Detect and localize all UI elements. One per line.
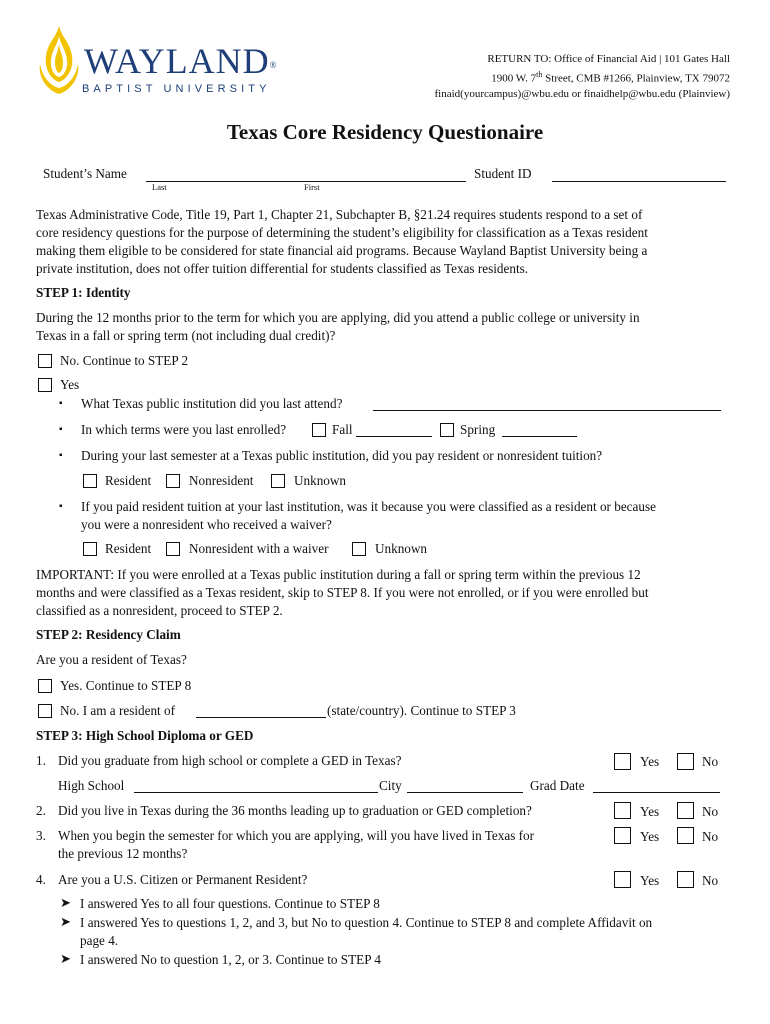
terms-question: In which terms were you last enrolled? bbox=[81, 422, 287, 437]
tuition-nonresident-label: Nonresident bbox=[189, 473, 254, 488]
q3-yes-checkbox[interactable] bbox=[614, 827, 631, 844]
q2-no-label: No bbox=[702, 804, 719, 819]
tuition-nonresident-checkbox[interactable] bbox=[166, 474, 180, 488]
step1-question bbox=[36, 309, 736, 345]
spring-year-field[interactable] bbox=[502, 422, 577, 437]
outcome-3: I answered No to question 1, 2, or 3. Continue to STEP 4 bbox=[80, 952, 381, 967]
institution-question: What Texas public institution did you last attend? bbox=[81, 396, 343, 411]
intro-line: making them eligible to be considered for state financial aid programs. Because Wayland Baptist University being a bbox=[36, 243, 648, 258]
spring-label: Spring bbox=[460, 422, 496, 437]
return-line-1: RETURN TO: Office of Financial Aid | 101 Gates Hall bbox=[487, 53, 730, 65]
first-caption: First bbox=[304, 182, 320, 192]
university-logo bbox=[36, 24, 286, 98]
state-country-field[interactable] bbox=[196, 703, 326, 718]
page-title: Texas Core Residency Questionaire bbox=[226, 120, 544, 144]
flame-icon bbox=[36, 24, 82, 96]
bullet: ▪ bbox=[59, 501, 63, 512]
institution-field[interactable] bbox=[373, 396, 721, 411]
q1-no-label: No bbox=[702, 754, 719, 769]
step1-yes-label: Yes bbox=[60, 377, 80, 392]
arrow-bullet-icon: ➤ bbox=[60, 951, 71, 966]
intro-paragraph bbox=[36, 206, 736, 278]
student-name-label: Student’s Name bbox=[43, 166, 127, 181]
last-caption: Last bbox=[152, 182, 167, 192]
q1-no-checkbox[interactable] bbox=[677, 753, 694, 770]
intro-line: core residency questions for the purpose of determining the student’s eligibility for classification as a Texas resident bbox=[36, 225, 648, 240]
q2-yes-label: Yes bbox=[640, 804, 660, 819]
step2-no-label: No. I am a resident of bbox=[60, 703, 175, 718]
tuition-unknown-checkbox[interactable] bbox=[271, 474, 285, 488]
q4-number: 4. bbox=[36, 872, 46, 887]
q3-yes-label: Yes bbox=[640, 829, 660, 844]
intro-line: Texas Administrative Code, Title 19, Part 1, Chapter 21, Subchapter B, §21.24 requires students respond to a set of bbox=[36, 207, 643, 222]
city-label: City bbox=[379, 778, 402, 793]
bullet: ▪ bbox=[59, 398, 63, 409]
bullet: ▪ bbox=[59, 424, 63, 435]
high-school-label: High School bbox=[58, 778, 125, 793]
q4-no-checkbox[interactable] bbox=[677, 871, 694, 888]
q2-text: Did you live in Texas during the 36 months leading up to graduation or GED completion? bbox=[58, 803, 532, 818]
tuition-resident-label: Resident bbox=[105, 473, 152, 488]
q3-line: When you begin the semester for which you are applying, will you have lived in Texas for bbox=[58, 828, 535, 843]
q2-yes-checkbox[interactable] bbox=[614, 802, 631, 819]
reason-unknown-label: Unknown bbox=[375, 541, 428, 556]
step1-no-checkbox[interactable] bbox=[38, 354, 52, 368]
intro-line: private institution, does not offer tuition differential for students classified as Texas residents. bbox=[36, 261, 529, 276]
student-name-field[interactable] bbox=[146, 166, 466, 182]
return-line-2: 1900 W. 7th Street, CMB #1266, Plainview, TX 79072 bbox=[491, 70, 730, 85]
step1-heading: STEP 1: Identity bbox=[36, 285, 131, 300]
q1-text: Did you graduate from high school or complete a GED in Texas? bbox=[58, 753, 402, 768]
q3-no-checkbox[interactable] bbox=[677, 827, 694, 844]
outcome-2: I answered Yes to questions 1, 2, and 3, but No to question 4. Continue to STEP 8 and complete Affidavit on bbox=[80, 915, 653, 930]
step2-heading: STEP 2: Residency Claim bbox=[36, 627, 181, 642]
q2-number: 2. bbox=[36, 803, 46, 818]
return-line-3: finaid(yourcampus)@wbu.edu or finaidhelp@wbu.edu (Plainview) bbox=[434, 87, 730, 100]
tuition-question: During your last semester at a Texas public institution, did you pay resident or nonresident tuition? bbox=[81, 448, 603, 463]
return-address bbox=[370, 52, 730, 102]
tuition-resident-checkbox[interactable] bbox=[83, 474, 97, 488]
fall-label: Fall bbox=[332, 422, 353, 437]
step1-question-line: During the 12 months prior to the term for which you are applying, did you attend a public college or university in bbox=[36, 310, 640, 325]
q4-text: Are you a U.S. Citizen or Permanent Resident? bbox=[58, 872, 308, 887]
fall-year-field[interactable] bbox=[356, 422, 432, 437]
important-line: months and were classified as a Texas resident, skip to STEP 8. If you were not enrolled, or if you were enrolled but bbox=[36, 585, 649, 600]
grad-date-label: Grad Date bbox=[530, 778, 585, 793]
step2-no-checkbox[interactable] bbox=[38, 704, 52, 718]
step3-heading: STEP 3: High School Diploma or GED bbox=[36, 728, 254, 743]
q4-yes-label: Yes bbox=[640, 873, 660, 888]
high-school-field[interactable] bbox=[134, 778, 378, 793]
q1-yes-checkbox[interactable] bbox=[614, 753, 631, 770]
step2-no-suffix: (state/country). Continue to STEP 3 bbox=[327, 703, 516, 718]
logo-name: WAYLAND bbox=[84, 41, 270, 81]
reason-unknown-checkbox[interactable] bbox=[352, 542, 366, 556]
logo-subtitle: BAPTIST UNIVERSITY bbox=[82, 83, 271, 95]
outcome-1: I answered Yes to all four questions. Continue to STEP 8 bbox=[80, 896, 380, 911]
reason-line: you were a nonresident who received a waiver? bbox=[81, 517, 332, 532]
important-line: IMPORTANT: If you were enrolled at a Texas public institution during a fall or spring term within the previous 12 bbox=[36, 567, 641, 582]
step2-yes-label: Yes. Continue to STEP 8 bbox=[60, 678, 192, 693]
step1-no-label: No. Continue to STEP 2 bbox=[60, 353, 189, 368]
tuition-unknown-label: Unknown bbox=[294, 473, 347, 488]
q2-no-checkbox[interactable] bbox=[677, 802, 694, 819]
reason-resident-checkbox[interactable] bbox=[83, 542, 97, 556]
outcome-2-cont: page 4. bbox=[80, 933, 119, 948]
step2-question: Are you a resident of Texas? bbox=[36, 652, 187, 667]
q3-no-label: No bbox=[702, 829, 719, 844]
arrow-bullet-icon: ➤ bbox=[60, 895, 71, 910]
important-note bbox=[36, 566, 736, 620]
step1-yes-checkbox[interactable] bbox=[38, 378, 52, 392]
q1-yes-label: Yes bbox=[640, 754, 660, 769]
student-id-field[interactable] bbox=[552, 166, 726, 182]
reason-waiver-checkbox[interactable] bbox=[166, 542, 180, 556]
step1-question-line: Texas in a fall or spring term (not including dual credit)? bbox=[36, 328, 336, 343]
q4-no-label: No bbox=[702, 873, 719, 888]
q3-line: the previous 12 months? bbox=[58, 846, 188, 861]
fall-checkbox[interactable] bbox=[312, 423, 326, 437]
logo-reg: ® bbox=[269, 60, 278, 70]
student-id-label: Student ID bbox=[474, 166, 532, 181]
q3-text bbox=[58, 827, 608, 863]
reason-question bbox=[81, 498, 731, 534]
bullet: ▪ bbox=[59, 450, 63, 461]
q1-number: 1. bbox=[36, 753, 46, 768]
logo-wordmark bbox=[84, 42, 278, 80]
city-field[interactable] bbox=[407, 778, 523, 793]
important-line: classified as a nonresident, proceed to STEP 2. bbox=[36, 603, 283, 618]
spring-checkbox[interactable] bbox=[440, 423, 454, 437]
reason-line: If you paid resident tuition at your last institution, was it because you were classified as a resident or because bbox=[81, 499, 656, 514]
q4-yes-checkbox[interactable] bbox=[614, 871, 631, 888]
q3-number: 3. bbox=[36, 828, 46, 843]
arrow-bullet-icon: ➤ bbox=[60, 914, 71, 929]
step2-yes-checkbox[interactable] bbox=[38, 679, 52, 693]
grad-date-field[interactable] bbox=[593, 778, 720, 793]
reason-resident-label: Resident bbox=[105, 541, 152, 556]
reason-waiver-label: Nonresident with a waiver bbox=[189, 541, 329, 556]
